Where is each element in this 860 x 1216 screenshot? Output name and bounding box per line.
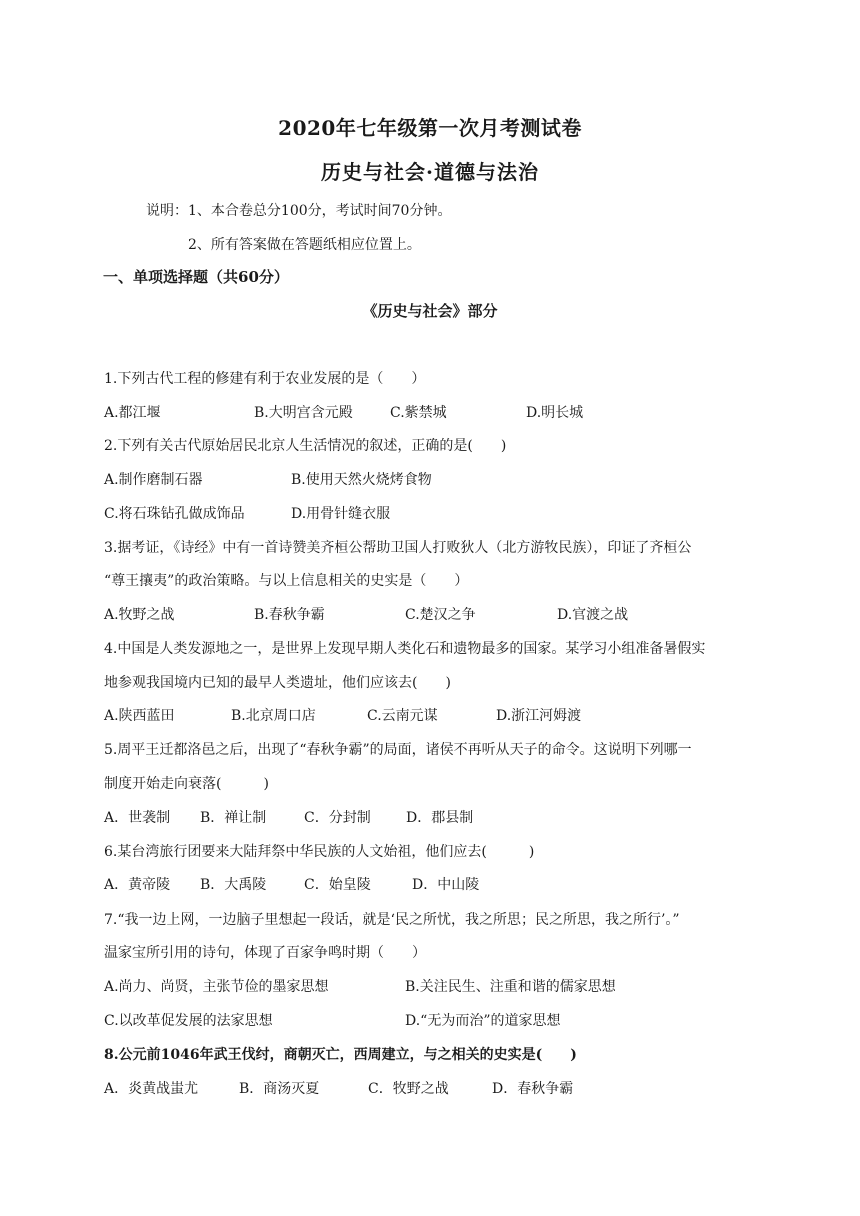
question-4-stem-line-1: 4.中国是人类发源地之一，是世界上发现早期人类化石和遗物最多的国家。某学习小组准备暑假实 [104,641,706,657]
question-6-option-a: A．黄帝陵 [104,877,171,893]
question-8-option-b: B．商汤灭夏 [239,1081,320,1097]
question-6-option-b: B．大禹陵 [200,877,267,893]
question-4-option-a: A.陕西蓝田 [104,708,175,724]
question-1-option-c: C.紫禁城 [390,405,447,421]
question-7-stem-line-2: 温家宝所引用的诗句，体现了百家争鸣时期（ ） [104,945,426,961]
question-7-option-a: A.尚力、尚贤，主张节俭的墨家思想 [104,979,329,995]
question-8-option-c: C．牧野之战 [368,1081,449,1097]
question-2-stem: 2.下列有关古代原始居民北京人生活情况的叙述，正确的是( ) [104,438,507,454]
question-3-option-b: B.春秋争霸 [254,607,325,623]
question-5-option-d: D．郡县制 [406,810,474,826]
question-8-option-d: D．春秋争霸 [492,1081,574,1097]
question-7-option-b: B.关注民生、注重和谐的儒家思想 [405,979,616,995]
question-1-option-d: D.明长城 [526,405,584,421]
part-heading: 《历史与社会》部分 [362,302,498,320]
question-2-option-a: A.制作磨制石器 [104,472,203,488]
question-5-stem-line-1: 5.周平王迁都洛邑之后，出现了“春秋争霸”的局面，诸侯不再听从天子的命令。这说明下列哪一 [104,742,692,758]
question-3-option-d: D.官渡之战 [557,607,629,623]
question-1-option-a: A.都江堰 [104,405,161,421]
question-5-option-a: A．世袭制 [104,810,171,826]
question-3-stem-line-2: “尊王攘夷”的政治策略。与以上信息相关的史实是（ ） [104,573,469,589]
question-4-option-b: B.北京周口店 [231,708,316,724]
question-3-stem-line-1: 3.据考证，《诗经》中有一首诗赞美齐桓公帮助卫国人打败狄人（北方游牧民族），印证了齐桓公 [104,540,692,556]
question-5-stem-line-2: 制度开始走向衰落( ) [104,776,269,792]
question-6-stem: 6.某台湾旅行团要来大陆拜祭中华民族的人文始祖，他们应去( ) [104,844,535,860]
question-4-stem-line-2: 地参观我国境内已知的最早人类遗址，他们应该去( ) [104,675,451,691]
question-8-stem: 8.公元前1046年武王伐纣，商朝灭亡，西周建立，与之相关的史实是( ) [104,1047,577,1063]
instruction-note-2: 2、所有答案做在答题纸相应位置上。 [188,237,421,253]
question-1-option-b: B.大明宫含元殿 [254,405,353,421]
question-7-stem-line-1: 7.“我一边上网，一边脑子里想起一段话，就是‘民之所忧，我之所思；民之所思，我之所行’。” [104,912,680,928]
exam-subtitle: 历史与社会·道德与法治 [321,160,539,184]
instruction-note-1: 说明：1、本合卷总分100分，考试时间70分钟。 [146,203,452,219]
section-heading: 一、单项选择题（共60分） [103,268,289,286]
question-8-option-a: A．炎黄战蚩尤 [104,1081,199,1097]
question-3-option-c: C.楚汉之争 [405,607,476,623]
question-5-option-c: C．分封制 [304,810,371,826]
question-7-option-d: D.“无为而治”的道家思想 [405,1013,561,1029]
question-3-option-a: A.牧野之战 [104,607,175,623]
question-2-option-b: B.使用天然火烧烤食物 [291,472,432,488]
question-4-option-c: C.云南元谋 [367,708,438,724]
question-2-option-d: D.用骨针缝衣服 [291,506,391,522]
question-4-option-d: D.浙江河姆渡 [496,708,582,724]
question-6-option-c: C．始皇陵 [304,877,371,893]
question-6-option-d: D．中山陵 [412,877,480,893]
question-2-option-c: C.将石珠钻孔做成饰品 [104,506,245,522]
exam-title: 2020年七年级第一次月考测试卷 [278,116,582,140]
question-1-stem: 1.下列古代工程的修建有利于农业发展的是（ ） [104,371,426,387]
question-5-option-b: B．禅让制 [200,810,267,826]
question-7-option-c: C.以改革促发展的法家思想 [104,1013,273,1029]
